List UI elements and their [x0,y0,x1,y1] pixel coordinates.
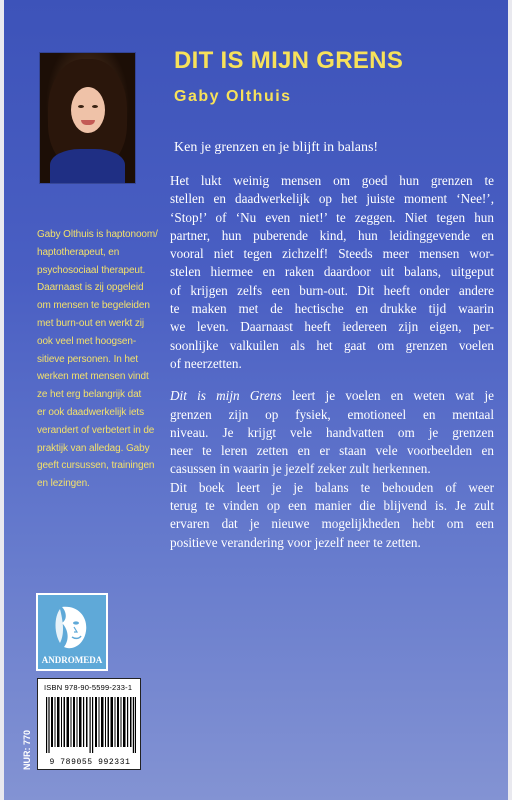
bio-line: geeft cursussen, trainingen [37,460,155,472]
barcode-icon [46,697,136,753]
bio-line: psychosociaal therapeut. [37,264,146,276]
ean-number: 9 789055 992331 [49,758,131,767]
book-title-italic: Dit is mijn Grens [170,388,282,404]
bio-line: met burn-out en werkt zij [37,317,144,329]
isbn-text: ISBN 978-90-5599-233-1 [44,683,133,692]
book-title: DIT IS MIJN GRENS [174,47,404,74]
bio-line: ze het erg belangrijk dat [37,389,142,401]
bio-line: sitieve personen. In het [37,353,138,365]
bio-line: praktijk van alledag. Gaby [37,442,150,454]
blurb-line: Het lukt weinig mensen om goed hun grenzen te [170,173,494,188]
blurb-line: Dit boek leert je je balans te behouden of weer [170,479,494,495]
blurb-text: leert je voelen en weten wat je [281,388,494,404]
bio-line: haptotherapeut, en [37,246,120,258]
bio-line: om mensen te begeleiden [37,300,150,312]
blurb-line: stelen hiermee en raken daardoor uit balans, uitgeput [170,264,494,280]
bio-line: werken met mensen vindt [37,371,149,383]
blurb-line: ervaren dat je nieuwe mogelijkheden hebt om een [170,516,494,532]
bio-line: verandert of verbetert in de [37,424,155,436]
page-edge-right [508,0,512,800]
blurb-line: of neerzetten. [170,355,242,371]
blurb-line: we leven. Daarnaast heeft iedereen zijn eigen, per- [170,319,494,335]
blurb-line: positieve verandering voor jezelf neer te zetten. [170,534,421,550]
author-name: Gaby Olthuis [174,88,292,105]
blurb-line: stellen en daadwerkelijk op het juiste moment ‘Nee!’, [170,191,494,207]
blurb-line: ‘Stop!’ of ‘Nu even niet!’ te zeggen. Niet tegen hun [170,209,494,225]
blurb-line: vooral niet tegen zichzelf! Steeds meer mensen wor- [170,246,494,262]
mask-face-icon [52,603,92,653]
bio-line: ook veel met hoogsen- [37,335,137,347]
blurb-line: partner, hun puberende kind, hun leidinggevende en [170,227,494,243]
nur-code: NUR: 770 [22,729,32,770]
blurb-line: soonlijke valkuilen als het gaat om grenzen voelen [170,337,494,353]
page-edge-left [0,0,4,800]
tagline: Ken je grenzen en je blijft in balans! [174,140,379,155]
bio-line: Gaby Olthuis is haptonoom/ [37,229,158,240]
bio-line: er ook daadwerkelijk iets [37,406,144,418]
blurb-line: neer te leren zetten en er staan vele voorbeelden en [170,443,494,459]
bio-line: Daarnaast is zij opgeleid [37,282,144,294]
bio-line: en lezingen. [37,478,90,490]
blurb-line: terug te vinden op een manier die blijvend is. Je zult [170,498,494,514]
blurb-line: casussen in waarin je jezelf zeker zult herkennen. [170,461,431,477]
author-bio [37,226,162,493]
blurb-line [170,387,494,405]
author-photo [40,53,135,183]
barcode-block [37,678,141,770]
blurb-line: grenzen zijn op fysiek, emotioneel en mentaal [170,406,494,422]
blurb-line: te maken met de hectische en drukke tijd waarin [170,301,494,317]
publisher-logo [36,593,108,671]
blurb-line: niveau. Je krijgt vele handvatten om je grenzen [170,424,494,440]
book-description [170,172,494,552]
publisher-name: ANDROMEDA [41,655,103,665]
blurb-line: of krijgen zelfs een burn-out. Dit heeft onder andere [170,282,494,298]
